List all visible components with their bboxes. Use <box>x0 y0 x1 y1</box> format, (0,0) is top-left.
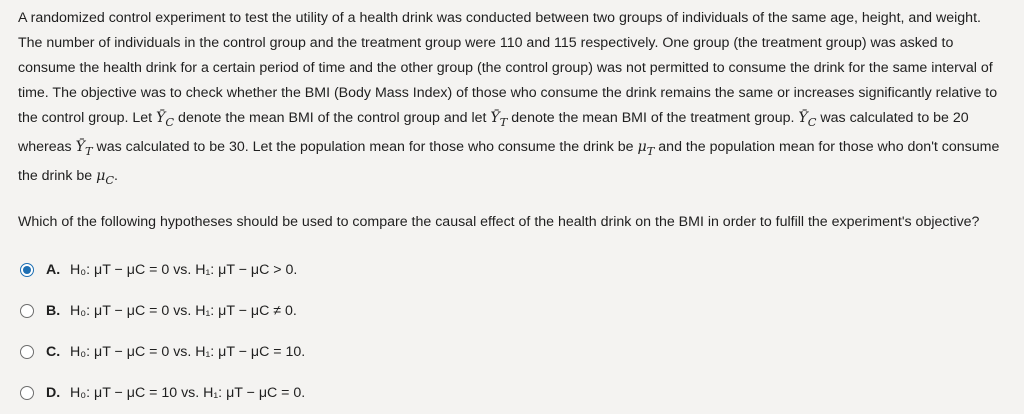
question-part-6: and the population mean for those who don't consume the drink be <box>18 138 1000 184</box>
radio-button-b[interactable] <box>20 304 34 318</box>
option-b[interactable] <box>18 299 1008 323</box>
option-letter: B. <box>46 302 61 319</box>
option-a[interactable] <box>18 258 1008 282</box>
option-d[interactable] <box>18 381 1008 405</box>
question-part-4: was calculated to be 20 whereas <box>18 110 969 155</box>
option-letter: D. <box>46 384 61 401</box>
radio-button-a[interactable] <box>20 263 34 277</box>
question-part-7: . <box>114 167 118 184</box>
option-c[interactable] <box>18 340 1008 364</box>
yt-bar-symbol-2: $Ȳ_T$ <box>75 138 93 158</box>
answer-options <box>18 258 1008 405</box>
question-part-3: denote the mean BMI of the treatment group. <box>507 110 799 126</box>
question-prompt: Which of the following hypotheses should be used to compare the causal effect of the health drink on the BMI in order to fulfill the experiment's objective? <box>18 213 980 230</box>
option-text: H₀: μT − μC = 0 vs. H₁: μT − μC ≠ 0. <box>70 302 297 319</box>
yc-bar-symbol-2: $Ȳ_C$ <box>798 110 817 129</box>
question-part-5: was calculated to be 30. Let the population mean for those who consume the drink be <box>92 138 638 155</box>
radio-button-d[interactable] <box>20 386 34 400</box>
option-letter: C. <box>46 343 61 360</box>
option-text: H₀: μT − μC = 0 vs. H₁: μT − μC = 10. <box>70 343 306 360</box>
mu-c-symbol: $\mu_C$ <box>96 167 115 187</box>
option-text: H₀: μT − μC = 0 vs. H₁: μT − μC > 0. <box>70 261 298 278</box>
mu-t-symbol: $\mu_T$ <box>637 138 655 158</box>
question-part-2: denote the mean BMI of the control group and let <box>174 110 491 126</box>
radio-dot-icon <box>23 266 31 274</box>
option-text: H₀: μT − μC = 10 vs. H₁: μT − μC = 0. <box>70 384 306 401</box>
option-letter: A. <box>46 261 61 278</box>
yc-bar-symbol: $Ȳ_C$ <box>156 110 175 129</box>
question-text <box>18 6 1008 193</box>
radio-button-c[interactable] <box>20 345 34 359</box>
yt-bar-symbol: $Ȳ_T$ <box>490 110 508 129</box>
question-part-1: A randomized control experiment to test the utility of a health drink was conducted between two groups of individuals of the same age, height, and weight. The number of individuals in the control group and the treatment group were 110 and 115 respectively. One group (the treatment group) was asked to consume the health drink for a certain period of time and the other group (the control group) was not permitted to consume the drink for the same interval of time. The objective was to check whether the BMI (Body Mass Index) of those who consume the drink remains the same or increases significantly relative to the control group. Let <box>18 10 998 126</box>
